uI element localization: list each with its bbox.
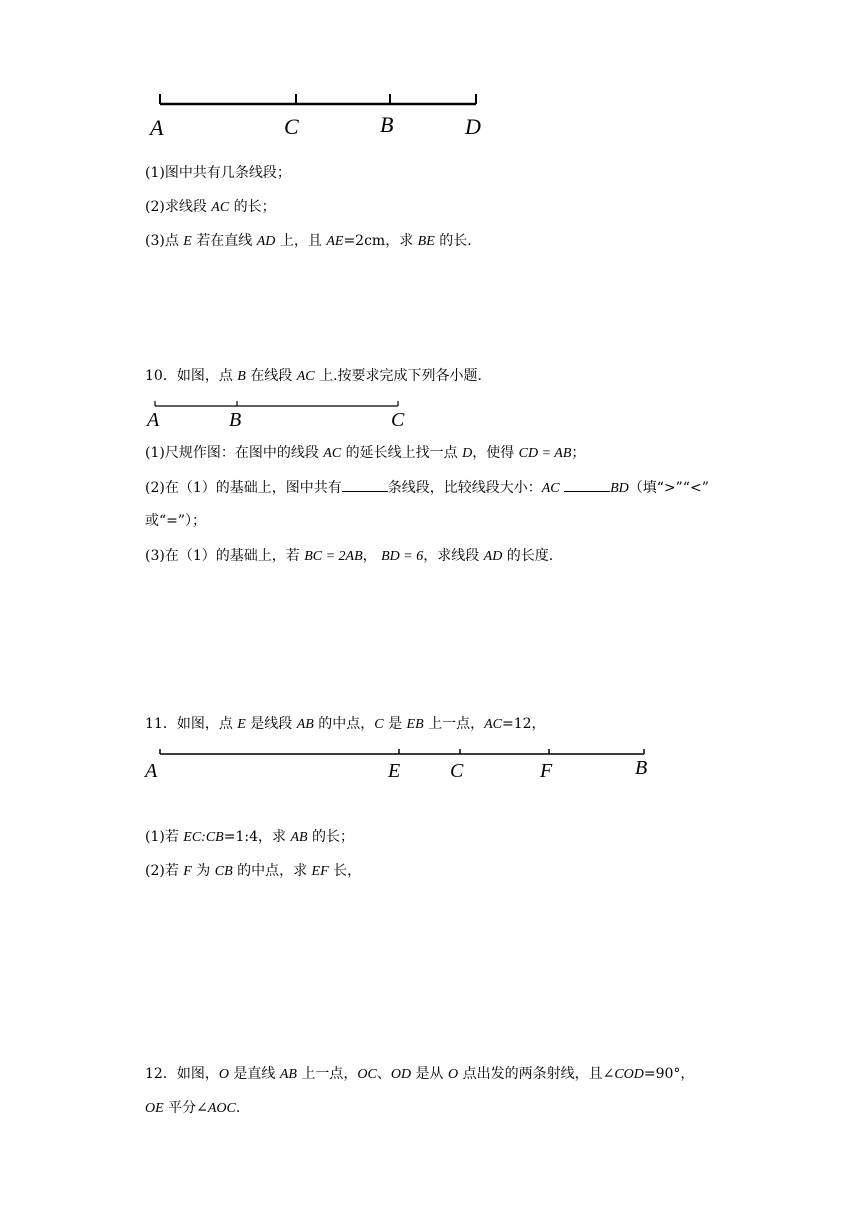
var-ab: AB	[290, 830, 308, 845]
text: =2cm，求	[343, 233, 418, 249]
q10-part2-cont: 或“=”）；	[145, 513, 207, 529]
text: 10．如图，点	[145, 368, 238, 384]
equation-bc-2ab: BC = 2AB	[304, 549, 363, 564]
var-cb: CB	[214, 864, 233, 879]
var-ad: AD	[483, 549, 503, 564]
text: 上一点，	[296, 1066, 358, 1082]
answer-blank-count[interactable]	[342, 477, 388, 492]
q9-part1: (1)图中共有几条线段；	[145, 165, 291, 181]
q9-part3	[145, 231, 472, 252]
text: 的中点，求	[232, 863, 312, 879]
point-label-a: A	[150, 115, 164, 140]
var-oc: OC	[357, 1067, 377, 1082]
text: 为	[191, 863, 215, 879]
text: .	[235, 1100, 241, 1116]
var-eb: EB	[406, 717, 424, 732]
text: ，使得	[472, 445, 519, 461]
equation-cd-ab: CD = AB	[518, 446, 572, 461]
point-label-f: F	[540, 760, 553, 782]
q12-line2	[145, 1098, 240, 1119]
point-label-e: E	[388, 760, 401, 782]
text: 平分∠	[163, 1100, 208, 1116]
point-label-b: B	[229, 409, 242, 431]
text: 是线段	[245, 716, 297, 732]
text: 是直线	[228, 1066, 280, 1082]
var-ef: EF	[311, 864, 329, 879]
var-d: D	[462, 446, 473, 461]
text: 是	[383, 716, 407, 732]
text: 的长.	[434, 233, 472, 249]
point-label-b: B	[380, 112, 394, 137]
var-e: E	[183, 234, 192, 249]
text: 、	[376, 1066, 391, 1082]
var-ac: AC	[296, 369, 315, 384]
equation-bd-6: BD = 6	[381, 549, 424, 564]
text: 12．如图，	[145, 1066, 219, 1082]
text: (3)在（1）的基础上，若	[145, 548, 305, 564]
var-ac: AC	[484, 717, 502, 732]
text: (2)求线段	[145, 199, 212, 215]
text: 长，	[328, 863, 362, 879]
var-od: OD	[390, 1067, 412, 1082]
var-b: B	[237, 369, 246, 384]
q10-part3	[145, 546, 553, 567]
var-be: BE	[417, 234, 435, 249]
text: (2)在（1）的基础上，图中共有	[145, 480, 342, 496]
var-ac: AC	[323, 446, 342, 461]
q10-part1	[145, 443, 585, 464]
text: =12，	[502, 716, 546, 732]
text: 在线段	[245, 368, 297, 384]
text: ，	[362, 548, 382, 564]
text: 上，且	[275, 233, 327, 249]
var-cod: COD	[614, 1067, 644, 1082]
var-ae: AE	[326, 234, 344, 249]
var-o: O	[218, 1067, 229, 1082]
var-ab: AB	[279, 1067, 297, 1082]
text: =90°，	[643, 1066, 695, 1082]
point-label-b: B	[635, 757, 648, 779]
text: 上一点，	[423, 716, 485, 732]
text: 的延长线上找一点	[341, 445, 463, 461]
text: 的长度.	[502, 548, 554, 564]
figure-segment-acbd	[140, 88, 500, 140]
text: (3)点	[145, 233, 184, 249]
var-e: E	[237, 717, 246, 732]
text: (1)若	[145, 829, 184, 845]
var-c: C	[374, 717, 384, 732]
point-label-a: A	[147, 409, 160, 431]
q11-part2	[145, 861, 361, 882]
var-o: O	[448, 1067, 459, 1082]
text: 的长；	[229, 199, 276, 215]
var-oe: OE	[145, 1101, 164, 1116]
text: （填“>”“<”	[628, 480, 709, 496]
q10-title	[145, 366, 482, 387]
q11-part1	[145, 827, 354, 848]
var-f: F	[183, 864, 192, 879]
point-label-c: C	[391, 409, 405, 431]
text: ；	[571, 445, 586, 461]
text: =1:4，求	[223, 829, 291, 845]
text: 条线段，比较线段大小：	[387, 480, 542, 496]
q12-line1	[145, 1064, 694, 1085]
point-label-a: A	[145, 760, 158, 782]
text: 的长；	[307, 829, 355, 845]
text: 是从	[411, 1066, 449, 1082]
answer-blank-compare[interactable]	[564, 477, 610, 492]
text: ，求线段	[423, 548, 484, 564]
var-aoc: AOC	[207, 1101, 236, 1116]
text: 的中点，	[313, 716, 375, 732]
point-label-c: C	[450, 760, 464, 782]
q9-part2	[145, 197, 276, 218]
text: 上.按要求完成下列各小题.	[314, 368, 482, 384]
point-label-c: C	[284, 114, 299, 139]
text: 若在直线	[191, 233, 257, 249]
text: (2)若	[145, 863, 184, 879]
figure-segment-aecfb	[140, 744, 660, 786]
text: 点出发的两条射线，且∠	[458, 1066, 615, 1082]
point-label-d: D	[465, 114, 481, 139]
var-ab: AB	[296, 717, 314, 732]
q10-part2	[145, 477, 709, 499]
figure-segment-abc	[145, 397, 415, 433]
var-ac: AC	[211, 200, 230, 215]
var-ac: AC	[541, 481, 560, 496]
var-bd: BD	[610, 481, 629, 496]
text: (1)尺规作图：在图中的线段	[145, 445, 324, 461]
text: 11．如图，点	[145, 716, 238, 732]
var-ec-cb: EC:CB	[183, 830, 224, 845]
var-ad: AD	[256, 234, 276, 249]
q11-title	[145, 714, 546, 735]
